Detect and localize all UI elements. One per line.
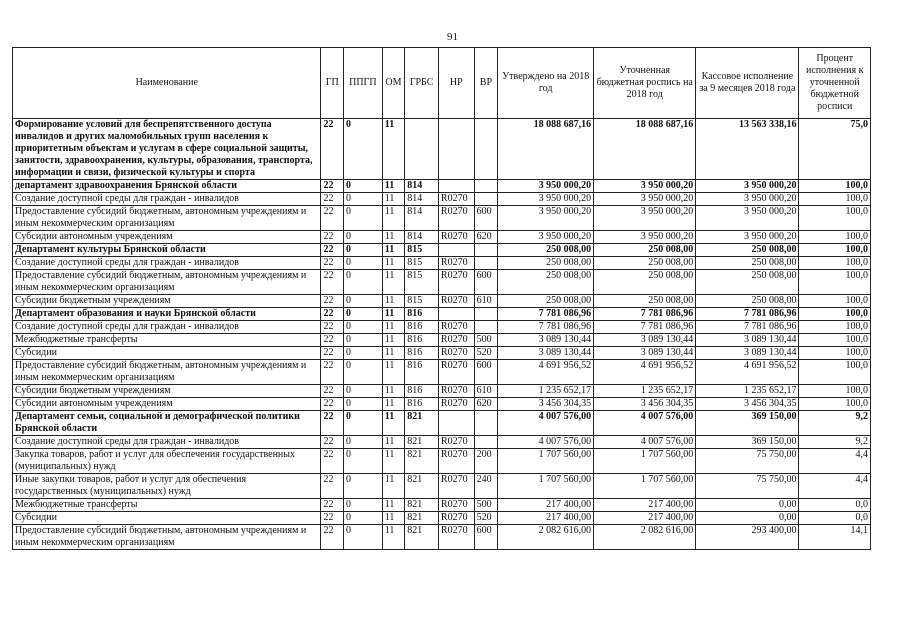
cell-np: R0270 [438,347,474,360]
cell-name: Предоставление субсидий бюджетным, автономным учреждениям и иным некоммерческим организациям [13,270,321,295]
cell-grbs: 816 [405,347,439,360]
cell-gp: 22 [321,411,343,436]
cell-np: R0270 [438,436,474,449]
header-grbs: ГРБС [405,48,439,119]
cell-ppgp: 0 [343,206,382,231]
cell-np: R0270 [438,385,474,398]
cell-refined: 250 008,00 [594,270,696,295]
cell-approved: 250 008,00 [498,270,594,295]
cell-approved: 250 008,00 [498,295,594,308]
header-vr: ВР [474,48,497,119]
cell-cash: 293 400,00 [696,525,799,550]
cell-np: R0270 [438,321,474,334]
cell-om: 11 [382,436,404,449]
table-row [13,474,871,499]
cell-cash: 7 781 086,96 [696,321,799,334]
cell-om: 11 [382,193,404,206]
table-row [13,321,871,334]
cell-percent: 100,0 [799,206,871,231]
cell-approved: 4 691 956,52 [498,360,594,385]
header-approved: Утверждено на 2018 год [498,48,594,119]
cell-vr: 600 [474,206,497,231]
cell-vr: 240 [474,474,497,499]
cell-percent: 100,0 [799,308,871,321]
cell-om: 11 [382,119,404,180]
cell-np [438,244,474,257]
cell-np: R0270 [438,474,474,499]
cell-gp: 22 [321,525,343,550]
cell-gp: 22 [321,385,343,398]
cell-vr: 520 [474,512,497,525]
cell-refined: 3 950 000,20 [594,193,696,206]
header-row [13,48,871,119]
cell-np [438,308,474,321]
cell-percent: 100,0 [799,347,871,360]
cell-refined: 3 950 000,20 [594,180,696,193]
cell-approved: 250 008,00 [498,244,594,257]
cell-cash: 13 563 338,16 [696,119,799,180]
cell-percent: 4,4 [799,474,871,499]
cell-vr: 610 [474,385,497,398]
cell-vr [474,257,497,270]
cell-om: 11 [382,411,404,436]
table-row [13,295,871,308]
cell-om: 11 [382,244,404,257]
cell-refined: 4 691 956,52 [594,360,696,385]
table-row [13,193,871,206]
cell-gp: 22 [321,499,343,512]
cell-ppgp: 0 [343,321,382,334]
table-row [13,499,871,512]
cell-percent: 75,0 [799,119,871,180]
cell-cash: 3 950 000,20 [696,180,799,193]
cell-refined: 7 781 086,96 [594,308,696,321]
cell-vr [474,321,497,334]
cell-gp: 22 [321,119,343,180]
cell-vr: 200 [474,449,497,474]
cell-approved: 3 950 000,20 [498,180,594,193]
cell-om: 11 [382,398,404,411]
cell-percent: 100,0 [799,398,871,411]
cell-approved: 3 089 130,44 [498,334,594,347]
cell-refined: 1 235 652,17 [594,385,696,398]
cell-np: R0270 [438,206,474,231]
cell-om: 11 [382,385,404,398]
cell-vr: 600 [474,525,497,550]
cell-name: Закупка товаров, работ и услуг для обеспечения государственных (муниципальных) нужд [13,449,321,474]
cell-grbs: 816 [405,385,439,398]
table-row [13,525,871,550]
table-row [13,334,871,347]
page-number: 91 [447,31,458,43]
cell-cash: 3 089 130,44 [696,347,799,360]
cell-percent: 0,0 [799,499,871,512]
cell-grbs [405,119,439,180]
cell-grbs: 821 [405,411,439,436]
cell-om: 11 [382,231,404,244]
cell-name: Иные закупки товаров, работ и услуг для обеспечения государственных (муниципальных) нужд [13,474,321,499]
cell-np [438,411,474,436]
cell-grbs: 815 [405,257,439,270]
cell-om: 11 [382,474,404,499]
header-name: Наименование [13,48,321,119]
cell-vr [474,193,497,206]
cell-name: Субсидии [13,512,321,525]
cell-ppgp: 0 [343,257,382,270]
cell-cash: 3 456 304,35 [696,398,799,411]
cell-cash: 75 750,00 [696,474,799,499]
cell-percent: 9,2 [799,411,871,436]
cell-refined: 3 089 130,44 [594,347,696,360]
table-row [13,244,871,257]
cell-vr: 600 [474,360,497,385]
table-row [13,308,871,321]
cell-vr: 500 [474,499,497,512]
cell-om: 11 [382,270,404,295]
cell-refined: 3 456 304,35 [594,398,696,411]
table-row [13,411,871,436]
cell-np: R0270 [438,449,474,474]
cell-refined: 3 950 000,20 [594,206,696,231]
cell-approved: 2 082 616,00 [498,525,594,550]
cell-np: R0270 [438,499,474,512]
cell-vr: 500 [474,334,497,347]
cell-cash: 3 950 000,20 [696,193,799,206]
cell-grbs: 815 [405,270,439,295]
table-row [13,385,871,398]
cell-approved: 3 089 130,44 [498,347,594,360]
table-row [13,257,871,270]
cell-name: Создание доступной среды для граждан - инвалидов [13,436,321,449]
cell-ppgp: 0 [343,295,382,308]
cell-refined: 217 400,00 [594,512,696,525]
cell-cash: 1 235 652,17 [696,385,799,398]
cell-name: Создание доступной среды для граждан - инвалидов [13,193,321,206]
cell-grbs: 814 [405,180,439,193]
cell-ppgp: 0 [343,360,382,385]
cell-approved: 1 707 560,00 [498,474,594,499]
cell-gp: 22 [321,257,343,270]
cell-refined: 2 082 616,00 [594,525,696,550]
cell-approved: 3 456 304,35 [498,398,594,411]
cell-refined: 7 781 086,96 [594,321,696,334]
cell-vr: 600 [474,270,497,295]
cell-np: R0270 [438,257,474,270]
cell-vr [474,119,497,180]
cell-om: 11 [382,499,404,512]
cell-np [438,119,474,180]
cell-cash: 0,00 [696,499,799,512]
cell-ppgp: 0 [343,449,382,474]
cell-grbs: 821 [405,499,439,512]
cell-om: 11 [382,449,404,474]
cell-ppgp: 0 [343,244,382,257]
cell-om: 11 [382,295,404,308]
cell-name: Межбюджетные трансферты [13,334,321,347]
table-row [13,119,871,180]
cell-gp: 22 [321,244,343,257]
cell-refined: 3 950 000,20 [594,231,696,244]
cell-grbs: 816 [405,308,439,321]
cell-cash: 3 089 130,44 [696,334,799,347]
cell-gp: 22 [321,206,343,231]
cell-grbs: 821 [405,525,439,550]
cell-ppgp: 0 [343,398,382,411]
cell-gp: 22 [321,512,343,525]
cell-ppgp: 0 [343,270,382,295]
cell-refined: 250 008,00 [594,295,696,308]
cell-np: R0270 [438,512,474,525]
cell-vr: 620 [474,231,497,244]
cell-percent: 100,0 [799,244,871,257]
cell-refined: 250 008,00 [594,244,696,257]
cell-om: 11 [382,257,404,270]
cell-percent: 0,0 [799,512,871,525]
cell-om: 11 [382,360,404,385]
cell-np: R0270 [438,398,474,411]
cell-grbs: 816 [405,334,439,347]
cell-cash: 3 950 000,20 [696,231,799,244]
cell-cash: 250 008,00 [696,244,799,257]
cell-percent: 9,2 [799,436,871,449]
table-row [13,449,871,474]
cell-approved: 4 007 576,00 [498,436,594,449]
cell-gp: 22 [321,180,343,193]
cell-percent: 100,0 [799,295,871,308]
cell-ppgp: 0 [343,411,382,436]
cell-approved: 7 781 086,96 [498,308,594,321]
cell-refined: 4 007 576,00 [594,436,696,449]
cell-name: Субсидии автономным учреждениям [13,398,321,411]
cell-grbs: 816 [405,360,439,385]
cell-cash: 250 008,00 [696,295,799,308]
table-row [13,436,871,449]
cell-vr [474,244,497,257]
cell-refined: 1 707 560,00 [594,449,696,474]
header-refined: Уточненная бюджетная роспись на 2018 год [594,48,696,119]
cell-ppgp: 0 [343,119,382,180]
cell-percent: 100,0 [799,270,871,295]
cell-cash: 369 150,00 [696,411,799,436]
cell-name: Предоставление субсидий бюджетным, автономным учреждениям и иным некоммерческим организациям [13,525,321,550]
cell-vr [474,411,497,436]
cell-name: Формирование условий для беспрепятственного доступа инвалидов и других маломобильных групп населения к приоритетным объектам и услугам в сфере социальной защиты, занятости, здравоохранения, культуры, образования, транспорта, информации и связи, физической культуры и спорта [13,119,321,180]
cell-om: 11 [382,334,404,347]
cell-np: R0270 [438,295,474,308]
budget-table [12,47,871,550]
cell-gp: 22 [321,398,343,411]
cell-gp: 22 [321,321,343,334]
cell-percent: 14,1 [799,525,871,550]
cell-percent: 100,0 [799,385,871,398]
cell-ppgp: 0 [343,231,382,244]
cell-name: департамент здравоохранения Брянской области [13,180,321,193]
cell-ppgp: 0 [343,436,382,449]
cell-gp: 22 [321,436,343,449]
cell-cash: 250 008,00 [696,270,799,295]
cell-np: R0270 [438,193,474,206]
cell-refined: 217 400,00 [594,499,696,512]
cell-percent: 100,0 [799,257,871,270]
cell-np: R0270 [438,525,474,550]
cell-gp: 22 [321,193,343,206]
table-row [13,360,871,385]
table-row [13,398,871,411]
cell-vr: 620 [474,398,497,411]
cell-gp: 22 [321,449,343,474]
cell-gp: 22 [321,308,343,321]
cell-om: 11 [382,512,404,525]
cell-cash: 4 691 956,52 [696,360,799,385]
cell-ppgp: 0 [343,334,382,347]
header-np: НР [438,48,474,119]
cell-grbs: 821 [405,449,439,474]
cell-vr: 520 [474,347,497,360]
cell-percent: 100,0 [799,334,871,347]
cell-refined: 18 088 687,16 [594,119,696,180]
cell-grbs: 814 [405,206,439,231]
cell-vr: 610 [474,295,497,308]
table-row [13,347,871,360]
cell-percent: 100,0 [799,180,871,193]
header-percent: Процент исполнения к уточненной бюджетной росписи [799,48,871,119]
cell-gp: 22 [321,347,343,360]
cell-ppgp: 0 [343,308,382,321]
table-row [13,270,871,295]
table-row [13,206,871,231]
cell-grbs: 821 [405,474,439,499]
cell-name: Межбюджетные трансферты [13,499,321,512]
cell-om: 11 [382,321,404,334]
cell-refined: 3 089 130,44 [594,334,696,347]
cell-grbs: 815 [405,295,439,308]
cell-grbs: 815 [405,244,439,257]
cell-np [438,180,474,193]
cell-np: R0270 [438,231,474,244]
cell-vr [474,308,497,321]
cell-refined: 4 007 576,00 [594,411,696,436]
cell-approved: 18 088 687,16 [498,119,594,180]
cell-grbs: 816 [405,321,439,334]
cell-om: 11 [382,525,404,550]
cell-grbs: 821 [405,436,439,449]
table-body [13,119,871,550]
cell-approved: 3 950 000,20 [498,206,594,231]
cell-approved: 1 707 560,00 [498,449,594,474]
cell-name: Департамент семьи, социальной и демографической политики Брянской области [13,411,321,436]
cell-grbs: 814 [405,231,439,244]
cell-name: Создание доступной среды для граждан - инвалидов [13,257,321,270]
cell-name: Субсидии автономным учреждениям [13,231,321,244]
cell-cash: 250 008,00 [696,257,799,270]
cell-cash: 0,00 [696,512,799,525]
table-row [13,512,871,525]
cell-percent: 100,0 [799,321,871,334]
cell-refined: 1 707 560,00 [594,474,696,499]
cell-om: 11 [382,206,404,231]
cell-vr [474,180,497,193]
cell-name: Создание доступной среды для граждан - инвалидов [13,321,321,334]
cell-name: Департамент образования и науки Брянской области [13,308,321,321]
cell-gp: 22 [321,334,343,347]
cell-name: Предоставление субсидий бюджетным, автономным учреждениям и иным некоммерческим организациям [13,206,321,231]
cell-name: Субсидии бюджетным учреждениям [13,295,321,308]
cell-approved: 217 400,00 [498,499,594,512]
cell-vr [474,436,497,449]
cell-approved: 7 781 086,96 [498,321,594,334]
cell-percent: 100,0 [799,193,871,206]
cell-grbs: 816 [405,398,439,411]
header-gp: ГП [321,48,343,119]
cell-gp: 22 [321,474,343,499]
cell-np: R0270 [438,334,474,347]
cell-approved: 4 007 576,00 [498,411,594,436]
cell-gp: 22 [321,231,343,244]
cell-approved: 250 008,00 [498,257,594,270]
cell-gp: 22 [321,295,343,308]
cell-np: R0270 [438,360,474,385]
cell-np: R0270 [438,270,474,295]
cell-ppgp: 0 [343,474,382,499]
cell-name: Субсидии [13,347,321,360]
cell-approved: 3 950 000,20 [498,193,594,206]
cell-name: Департамент культуры Брянской области [13,244,321,257]
cell-cash: 369 150,00 [696,436,799,449]
cell-grbs: 821 [405,512,439,525]
table-row [13,180,871,193]
cell-percent: 100,0 [799,360,871,385]
header-ppgp: ППГП [343,48,382,119]
cell-grbs: 814 [405,193,439,206]
cell-ppgp: 0 [343,180,382,193]
cell-approved: 217 400,00 [498,512,594,525]
cell-ppgp: 0 [343,525,382,550]
cell-om: 11 [382,347,404,360]
cell-ppgp: 0 [343,512,382,525]
cell-ppgp: 0 [343,193,382,206]
header-om: ОМ [382,48,404,119]
cell-ppgp: 0 [343,499,382,512]
cell-cash: 3 950 000,20 [696,206,799,231]
cell-ppgp: 0 [343,347,382,360]
table-row [13,231,871,244]
cell-percent: 100,0 [799,231,871,244]
cell-approved: 3 950 000,20 [498,231,594,244]
cell-name: Предоставление субсидий бюджетным, автономным учреждениям и иным некоммерческим организациям [13,360,321,385]
cell-name: Субсидии бюджетным учреждениям [13,385,321,398]
cell-cash: 75 750,00 [696,449,799,474]
cell-refined: 250 008,00 [594,257,696,270]
header-cash: Кассовое исполнение за 9 месяцев 2018 года [696,48,799,119]
cell-approved: 1 235 652,17 [498,385,594,398]
cell-percent: 4,4 [799,449,871,474]
cell-gp: 22 [321,360,343,385]
cell-ppgp: 0 [343,385,382,398]
cell-cash: 7 781 086,96 [696,308,799,321]
cell-om: 11 [382,180,404,193]
cell-gp: 22 [321,270,343,295]
cell-om: 11 [382,308,404,321]
